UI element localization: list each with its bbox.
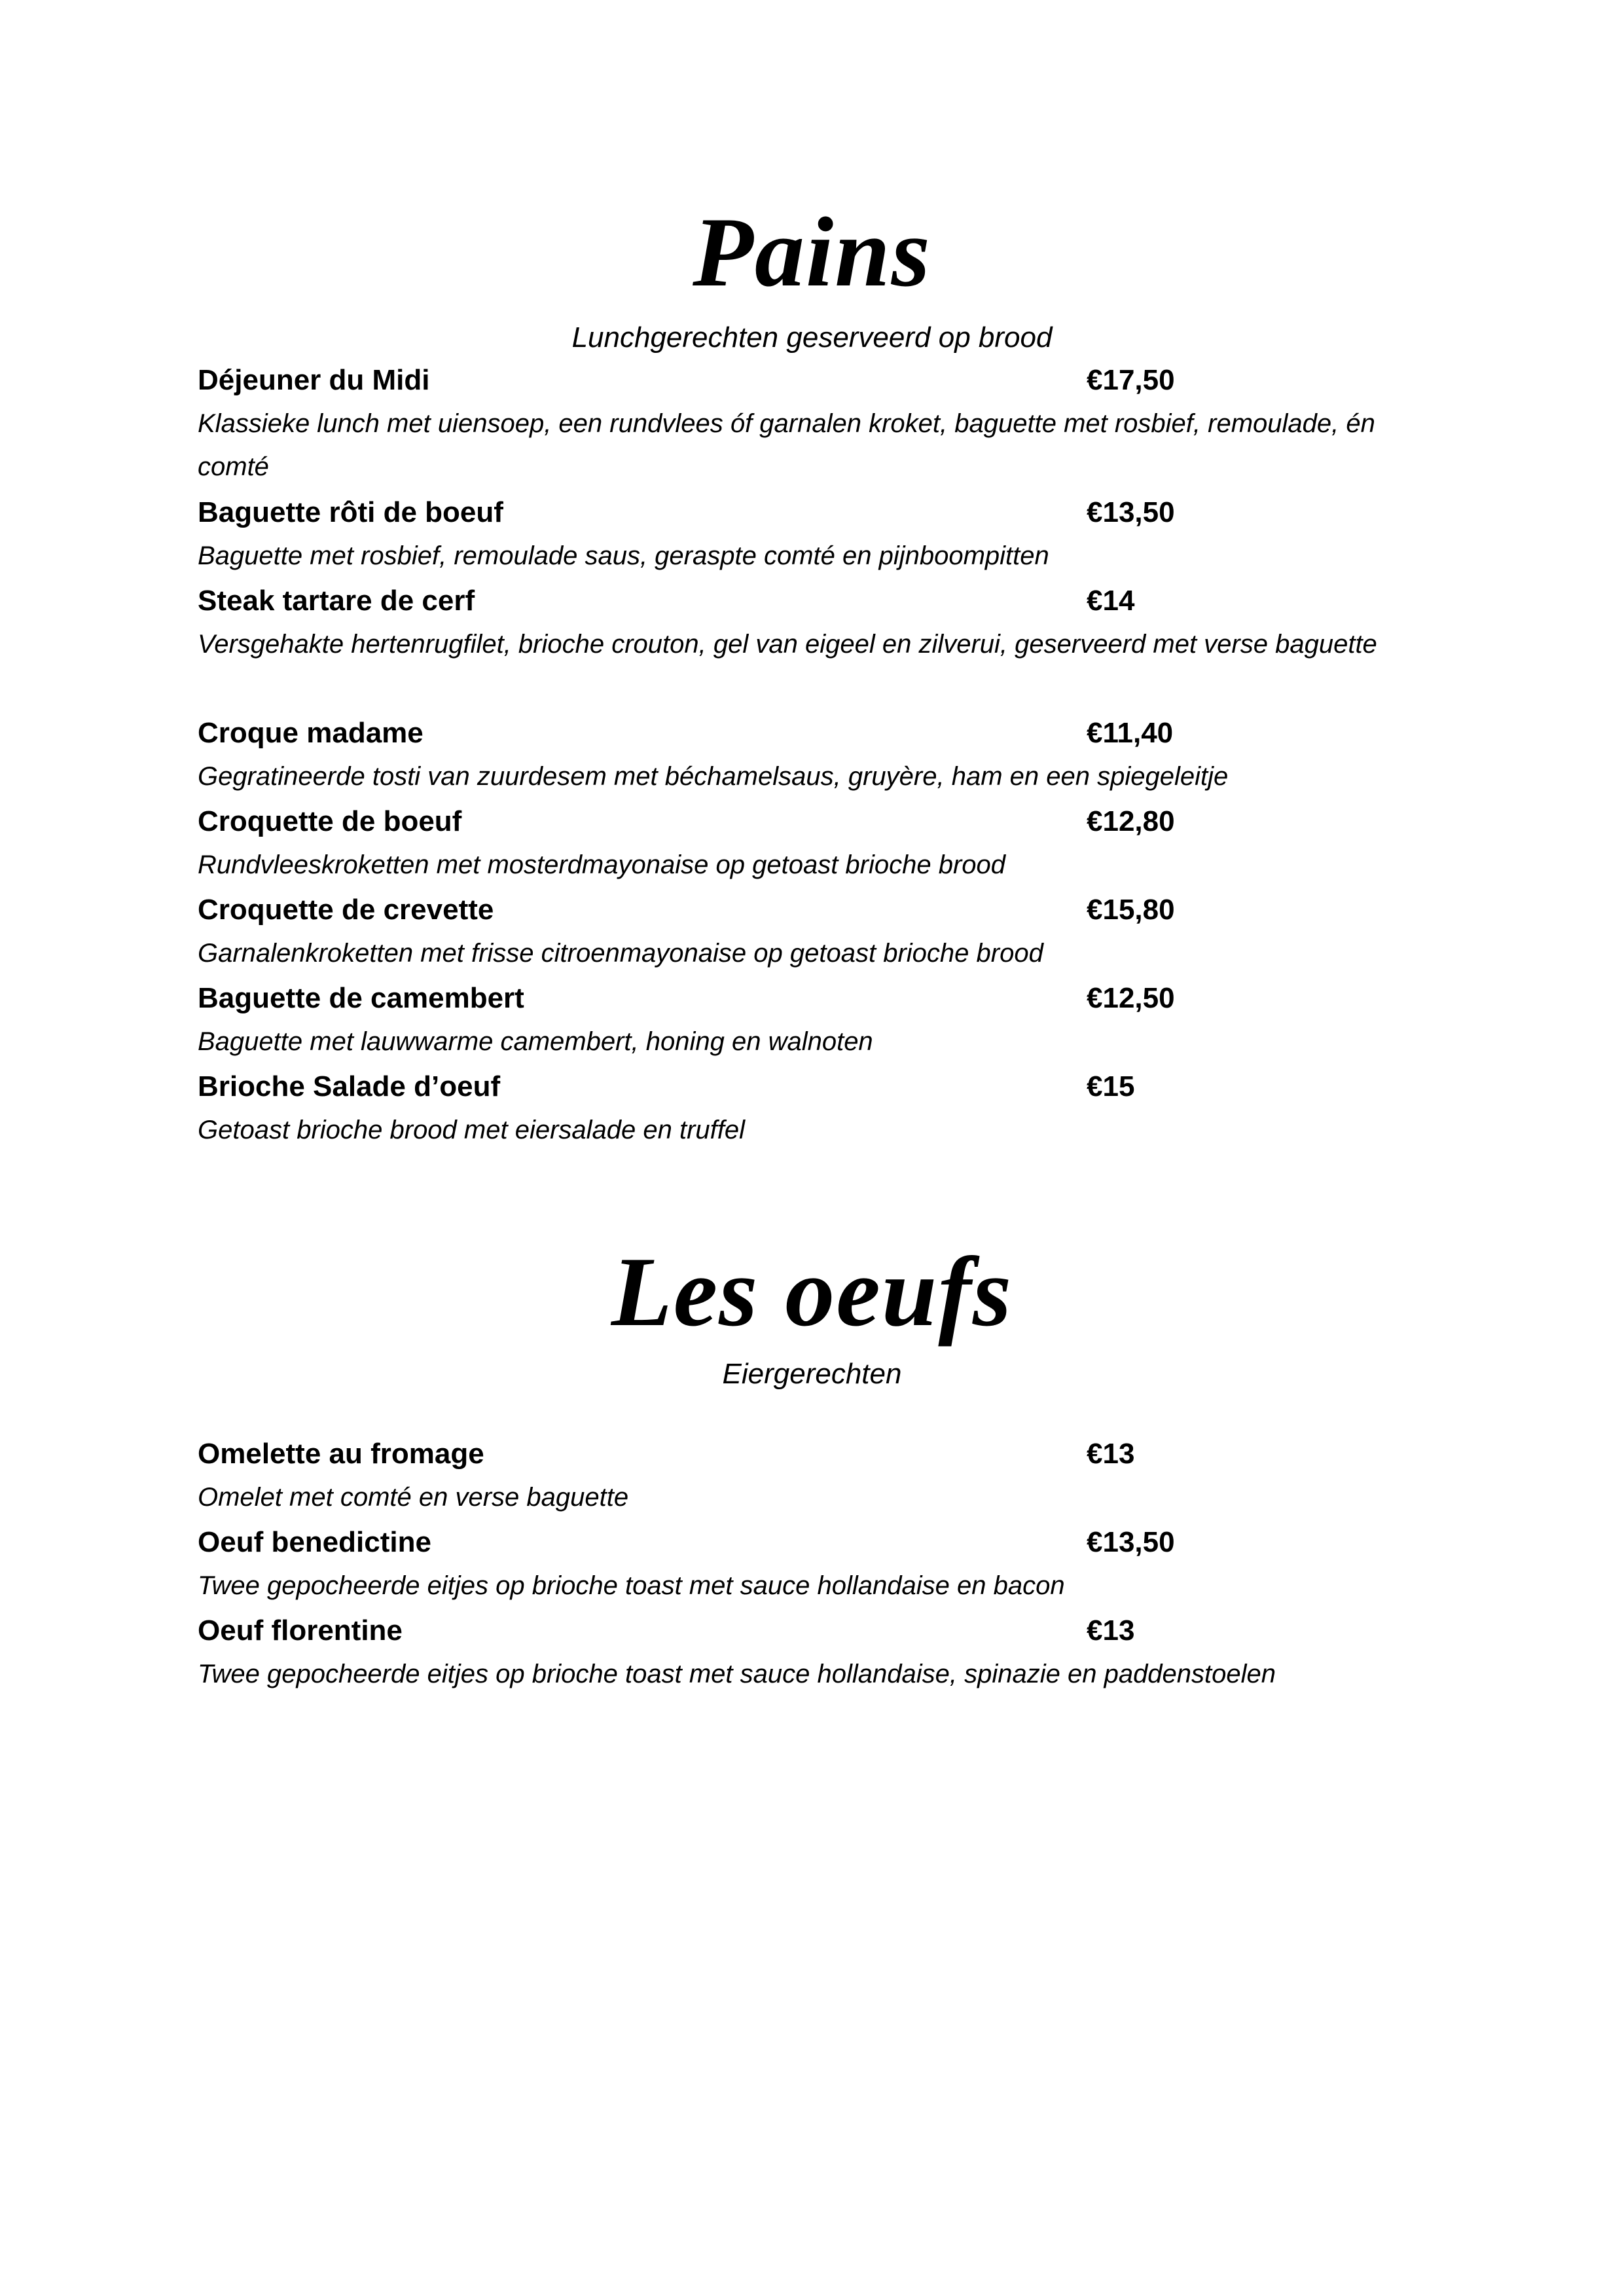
- menu-item-croquette-de-crevette: [198, 888, 1441, 975]
- menu-item-description: Klassieke lunch met uiensoep, een rundvlees óf garnalen kroket, baguette met rosbief, remoulade, én comté: [198, 409, 1375, 481]
- menu-item-head: [198, 1432, 1441, 1476]
- menu-item-head: [198, 712, 1441, 755]
- menu-item-description: Baguette met rosbief, remoulade saus, geraspte comté en pijnboompitten: [198, 541, 1049, 570]
- menu-item-price: €13,50: [1087, 496, 1175, 528]
- menu-item-head: [198, 579, 1441, 623]
- menu-item-description: Versgehakte hertenrugfilet, brioche crouton, gel van eigeel en zilverui, geserveerd met verse baguette: [198, 630, 1377, 659]
- menu-item-croquette-de-boeuf: [198, 800, 1441, 886]
- menu-item-brioche-salade-doeuf: [198, 1065, 1441, 1152]
- section-subtitle-les-oeufs: Eiergerechten: [722, 1358, 902, 1390]
- menu-item-head: [198, 977, 1441, 1020]
- menu-item-description: Baguette met lauwwarme camembert, honing en walnoten: [198, 1027, 873, 1056]
- section-les-oeufs: [0, 1237, 1624, 1347]
- menu-item-head: [198, 359, 1441, 402]
- menu-item-description: Getoast brioche brood met eiersalade en truffel: [198, 1116, 746, 1144]
- menu-item-head: [198, 1065, 1441, 1108]
- menu-item-name: Oeuf benedictine: [198, 1526, 431, 1558]
- menu-item-croque-madame: [198, 712, 1441, 798]
- menu-item-description: Omelet met comté en verse baguette: [198, 1483, 629, 1512]
- menu-item-price: €12,80: [1087, 805, 1175, 837]
- section-les-oeufs-subtitle-wrap: [0, 1356, 1624, 1393]
- menu-item-price: €13,50: [1087, 1526, 1175, 1558]
- menu-item-name: Steak tartare de cerf: [198, 585, 475, 617]
- menu-item-description: Twee gepocheerde eitjes op brioche toast met sauce hollandaise, spinazie en paddenstoelen: [198, 1660, 1276, 1688]
- menu-item-oeuf-florentine: [198, 1609, 1441, 1696]
- menu-item-description: Twee gepocheerde eitjes op brioche toast met sauce hollandaise en bacon: [198, 1571, 1065, 1600]
- menu-item-price: €15: [1087, 1070, 1135, 1102]
- menu-item-name: Croque madame: [198, 717, 424, 749]
- menu-item-price: €15,80: [1087, 894, 1175, 926]
- menu-item-description: Rundvleeskroketten met mosterdmayonaise op getoast brioche brood: [198, 850, 1006, 879]
- menu-item-name: Omelette au fromage: [198, 1438, 484, 1470]
- section-pains-subtitle-wrap: [0, 319, 1624, 356]
- menu-item-head: [198, 800, 1441, 843]
- menu-item-description: Garnalenkroketten met frisse citroenmayonaise op getoast brioche brood: [198, 939, 1043, 968]
- menu-item-baguette-roti-de-boeuf: [198, 491, 1441, 577]
- menu-item-name: Brioche Salade d’oeuf: [198, 1070, 501, 1102]
- menu-item-price: €11,40: [1087, 717, 1174, 749]
- menu-item-head: [198, 1521, 1441, 1564]
- menu-item-price: €13: [1087, 1438, 1135, 1470]
- menu-item-omelette-au-fromage: [198, 1432, 1441, 1519]
- menu-item-dejeuner-du-midi: [198, 359, 1441, 488]
- menu-item-price: €13: [1087, 1614, 1135, 1647]
- menu-item-baguette-de-camembert: [198, 977, 1441, 1063]
- menu-item-head: [198, 888, 1441, 932]
- section-subtitle-pains: Lunchgerechten geserveerd op brood: [571, 321, 1053, 354]
- menu-item-name: Croquette de boeuf: [198, 805, 462, 837]
- menu-item-price: €14: [1087, 585, 1135, 617]
- menu-item-head: [198, 1609, 1441, 1652]
- menu-item-name: Baguette de camembert: [198, 982, 524, 1014]
- menu-item-name: Oeuf florentine: [198, 1614, 403, 1647]
- menu-item-oeuf-benedictine: [198, 1521, 1441, 1607]
- section-title-pains: Pains: [693, 197, 931, 307]
- menu-item-description: Gegratineerde tosti van zuurdesem met béchamelsaus, gruyère, ham en een spiegeleitje: [198, 762, 1229, 791]
- menu-item-price: €12,50: [1087, 982, 1175, 1014]
- menu-item-head: [198, 491, 1441, 534]
- menu-item-price: €17,50: [1087, 364, 1175, 396]
- menu-item-name: Déjeuner du Midi: [198, 364, 430, 396]
- menu-item-steak-tartare-de-cerf: [198, 579, 1441, 666]
- section-title-les-oeufs: Les oeufs: [611, 1237, 1013, 1347]
- menu-item-name: Croquette de crevette: [198, 894, 494, 926]
- menu-item-name: Baguette rôti de boeuf: [198, 496, 503, 528]
- section-pains: [0, 197, 1624, 307]
